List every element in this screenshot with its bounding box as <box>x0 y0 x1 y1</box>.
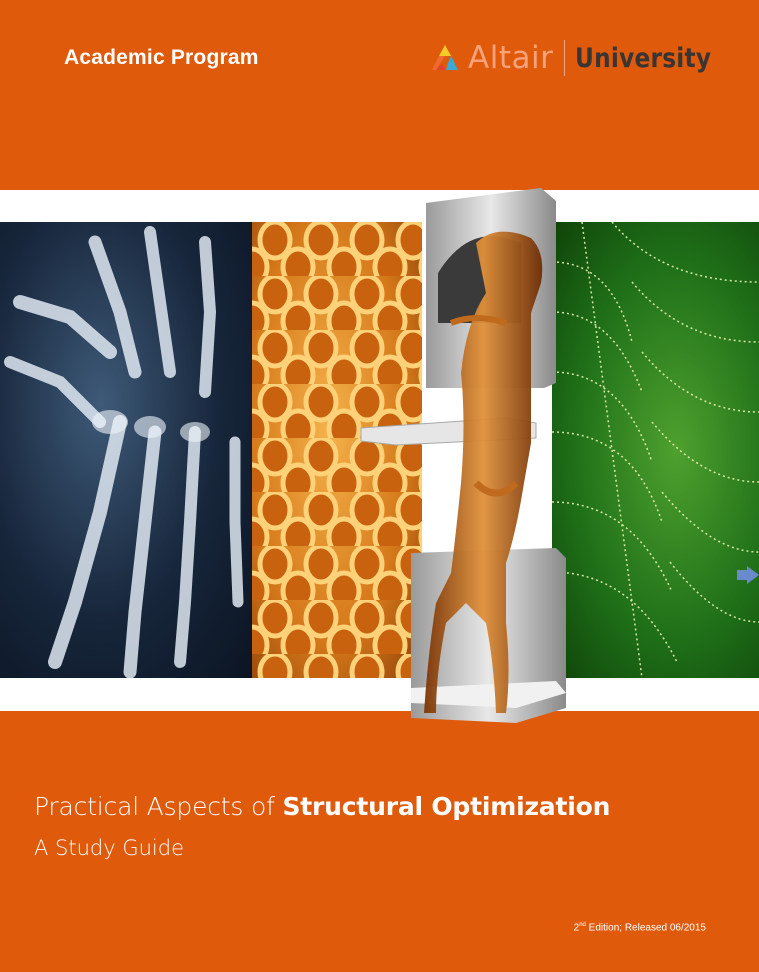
title-bold: Structural Optimization <box>282 792 611 821</box>
program-label: Academic Program <box>64 46 259 69</box>
spider-web-image <box>552 222 759 678</box>
altair-triangle-icon <box>428 43 462 73</box>
logo-divider <box>564 40 565 76</box>
title-regular: Practical Aspects of <box>34 792 283 821</box>
cover-subtitle: A Study Guide <box>34 836 185 860</box>
optimized-bandsaw-frame-image <box>356 183 571 728</box>
altair-university-logo <box>428 36 734 80</box>
arrow-icon <box>737 566 759 584</box>
edition-info: 2nd Edition; Released 06/2015 <box>573 922 706 934</box>
logo-product: University <box>575 42 712 74</box>
x-ray-hand-image <box>0 222 252 678</box>
logo-brand: Altair <box>468 40 554 76</box>
cover-title <box>34 792 610 821</box>
